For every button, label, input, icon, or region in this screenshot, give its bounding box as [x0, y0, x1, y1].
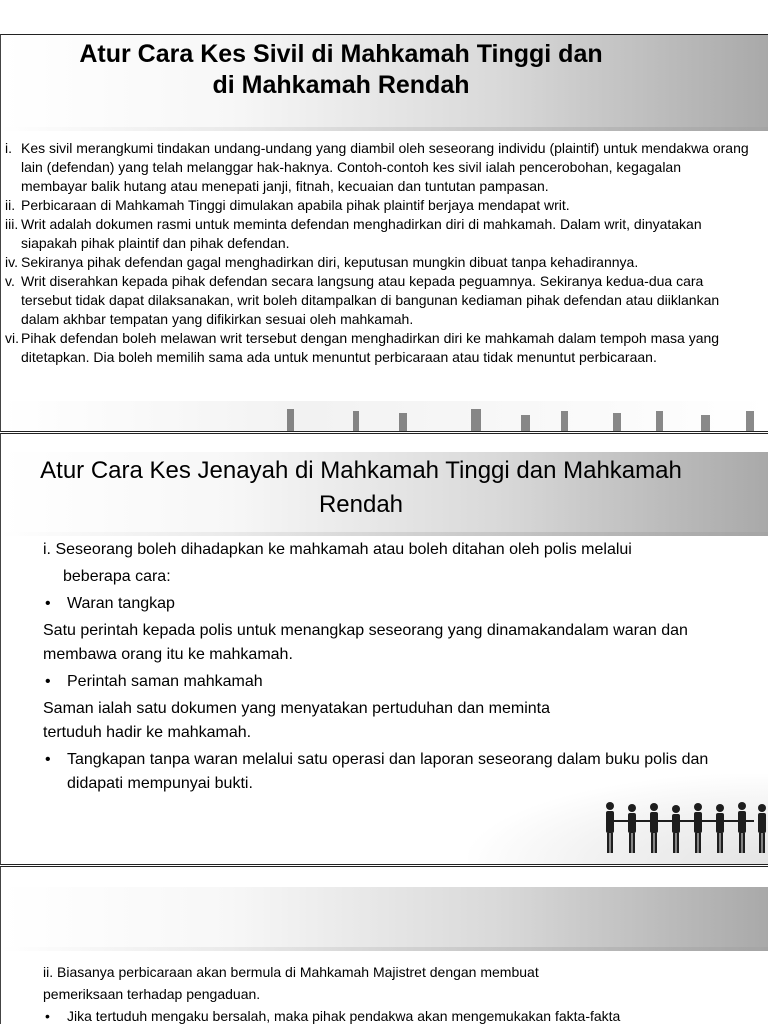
paragraph: Saman ialah satu dokumen yang menyatakan pertuduhan dan meminta: [43, 700, 550, 717]
list-item-text: Kes sivil merangkumi tindakan undang-undang yang diambil oleh seseorang individu (plaintif) untuk mendakwa orang lain (defendan) yang telah melanggar hak-haknya. Contoh-contoh kes sivil ialah pencerobohan, kegagalan membayar balik hutang atau menepati janji, fitnah, kecuaian dan tuntutan pampasan.: [21, 140, 749, 194]
slide-criminal-procedure: [0, 433, 768, 865]
list-item-text: Writ diserahkan kepada pihak defendan secara langsung atau kepada peguamnya. Sekiranya kedua-dua cara tersebut tidak dapat dilaksanakan, writ boleh ditampalkan di bangunan kediaman pihak defendan atau diiklankan dalam akhbar tempatan yang difikirkan sesuai oleh mahkamah.: [21, 273, 720, 327]
list-item-text: Sekiranya pihak defendan gagal menghadirkan diri, keputusan mungkin dibuat tanpa kehadirannya.: [21, 254, 639, 270]
paragraph: pemeriksaan terhadap pengaduan.: [43, 986, 261, 1002]
intro-text: i. Seseorang boleh dihadapkan ke mahkamah atau boleh ditahan oleh polis melalui: [43, 541, 632, 558]
list-item-text: Pihak defendan boleh melawan writ tersebut dengan menghadirkan diri ke mahkamah dalam tempoh masa yang ditetapkan. Dia boleh memilih sama ada untuk menuntut perbicaraan atau tidak menuntut perbicaraan.: [21, 330, 720, 365]
slide-magistrate-trial: [0, 866, 768, 1024]
bullet-item: [43, 1005, 743, 1024]
list-item-text: Writ adalah dokumen rasmi untuk meminta defendan menghadirkan diri di mahkamah. Dalam writ, dinyatakan siapakah pihak plaintif dan pihak defendan.: [21, 216, 702, 251]
people-photo-strip: [1, 401, 768, 431]
slide-civil-procedure: [0, 34, 768, 432]
bullet-text-end: .: [248, 775, 253, 792]
slide-content: [43, 961, 743, 1024]
list-item-number: ii.: [5, 197, 16, 213]
bullet-marker: •: [45, 595, 51, 612]
list-item-number: iii.: [5, 216, 19, 232]
bullet-text: Perintah saman mahkamah: [67, 673, 263, 690]
slide-title: Atur Cara Kes Sivil di Mahkamah Tinggi dan di Mahkamah Rendah: [79, 40, 603, 99]
bullet-text: Jika tertuduh mengaku bersalah, maka pihak pendakwa akan mengemukakan fakta-fakta: [67, 1008, 621, 1024]
list-item: [5, 196, 749, 215]
list-item: [5, 215, 749, 253]
list-item-number: vi.: [5, 330, 19, 346]
paragraph: ii. Biasanya perbicaraan akan bermula di Mahkamah Majistret dengan membuat: [43, 964, 539, 980]
bullet-item: [43, 670, 743, 694]
bullet-text: Tangkapan tanpa waran melalui satu operasi dan laporan seseorang dalam buku polis dan didapati mempunyai bukti: [67, 751, 709, 792]
list-item: [5, 139, 749, 196]
people-silhouettes-image: [1, 401, 768, 431]
civil-procedure-list: [5, 139, 749, 367]
list-item-number: i.: [5, 140, 12, 156]
slide-content: [5, 139, 749, 367]
slide-title: Atur Cara Kes Jenayah di Mahkamah Tinggi dan Mahkamah Rendah: [40, 457, 682, 518]
slide-content: [43, 538, 743, 799]
bullet-marker: •: [45, 751, 51, 768]
bullet-item: [43, 592, 743, 616]
bullet-text: Waran tangkap: [67, 595, 175, 612]
list-item: [5, 329, 749, 367]
bullet-marker: •: [45, 673, 51, 690]
intro-continuation: beberapa cara:: [63, 568, 171, 585]
bullet-marker: •: [45, 1008, 50, 1024]
list-item-text: Perbicaraan di Mahkamah Tinggi dimulakan apabila pihak plaintif berjaya mendapat writ.: [21, 197, 570, 213]
list-item-number: iv.: [5, 254, 18, 270]
title-band: [1, 887, 768, 951]
bullet-item: [43, 748, 743, 796]
list-item: [5, 272, 749, 329]
list-item-number: v.: [5, 273, 15, 289]
list-item: [5, 253, 749, 272]
paragraph: tertuduh hadir ke mahkamah.: [43, 724, 252, 741]
paragraph: Satu perintah kepada polis untuk menangkap seseorang yang dinamakandalam waran dan membawa orang itu ke mahkamah.: [43, 622, 688, 663]
people-holding-hands-image: [598, 798, 768, 858]
